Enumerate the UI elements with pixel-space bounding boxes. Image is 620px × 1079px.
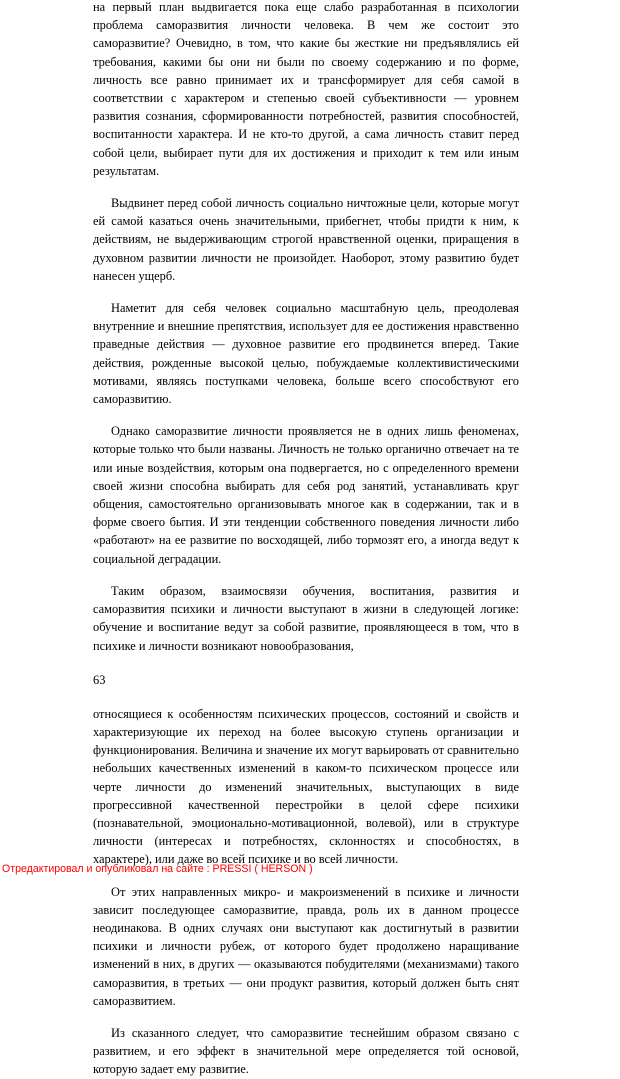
- paragraph-gap: [93, 1010, 519, 1024]
- paragraph-gap: [93, 180, 519, 194]
- publisher-footer-link[interactable]: Отредактировал и опубликовал на сайте : PRESSI ( HERSON ): [2, 863, 313, 875]
- paragraph-8: Из сказанного следует, что саморазвитие теснейшим образом связано с развитием, и его эффект в значительной мере определяется той основой, которую задает ему развитие.: [93, 1025, 519, 1077]
- paragraph-6: относящиеся к особенностям психических процессов, состояний и свойств и характеризующие их переход на более высокую ступень организации и функционирования. Величина и значение их могут варьировать от сравнительно небольших качественных изменений в каком-то психическом процессе или черте личности до изменений значительных, выступающих в виде прогрессивной качественной перестройки в целой сфере психики (познавательной, эмоционально-мотивационной, волевой), или в структуре личности (интересах и потребностях, склонностях и способностях, в характере), или даже во всей психике и во всей личности.: [93, 706, 519, 867]
- paragraph-gap: [93, 408, 519, 422]
- page-number: 63: [93, 672, 106, 687]
- paragraph-7: От этих направленных микро- и макроизменений в психике и личности зависит последующее саморазвитие, правда, роль их в данном процессе неодинакова. В одних случаях они выступают как достигнутый в развитии психики и личности рубеж, от которого будет продолжено наращивание изменений в них, в других — оказываются побудителями (механизмами) такого саморазвития, в третьих — они продукт развития, который должен быть снят саморазвитием.: [93, 884, 519, 1008]
- paragraph-2: Выдвинет перед собой личность социально ничтожные цели, которые могут ей самой казаться очень значительными, прибегнет, чтобы придти к ним, к действиям, не выдерживающим строгой нравственной оценки, приращения в духовном развитии личности не произойдет. Наоборот, этому развитию будет нанесен ущерб.: [93, 196, 519, 283]
- paragraph-5: Таким образом, взаимосвязи обучения, воспитания, развития и саморазвития психики и личности выступают в жизни в следующей логике: обучение и воспитание ведут за собой развитие, проявляющееся в том, что в психике и личности возникают новообразования,: [93, 583, 519, 653]
- paragraph-gap: [93, 568, 519, 582]
- paragraph-gap: [93, 655, 519, 671]
- paragraph-3: Наметит для себя человек социально масштабную цель, преодолевая внутренние и внешние препятствия, использует для ее достижения нравственно праведные действия — духовное развитие его продвинется вперед. Такие действия, рожденные высокой целью, побуждаемые коллективистическими мотивами, являясь поступками человека, больше всего способствуют его саморазвитию.: [93, 301, 519, 407]
- paragraph-4: Однако саморазвитие личности проявляется не в одних лишь феноменах, которые только что были названы. Личность не только органично отвечает на те или иные воздействия, которым она подвергается, но с определенного времени своей жизни способна выбирать для себя род занятий, устанавливать круг общения, самостоятельно организовывать многое как в содержании, так и в форме своего бытия. И эти тенденции собственного поведения личности либо «работают» на ее развитие по восходящей, либо тормозят его, а иногда ведут к социальной деградации.: [93, 424, 519, 566]
- document-page: [93, 0, 519, 1079]
- paragraph-gap: [93, 689, 519, 705]
- paragraph-gap: [93, 285, 519, 299]
- paragraph-1: на первый план выдвигается пока еще слабо разработанная в психологии проблема саморазвития личности человека. В чем же состоит это саморазвитие? Очевидно, в том, что какие бы жесткие ни предъявлялись ей требования, какими бы они ни были по своему содержанию и по форме, личность все равно принимает их и трансформирует для себя самой в соответствии с характером и степенью своей субъективности — уровнем развития сознания, сформированности потребностей, развития способностей, воспитанности характера. И не кто-то другой, а сама личность ставит перед собой цели, выбирает пути для их достижения и приходит к тем или иным результатам.: [93, 0, 519, 178]
